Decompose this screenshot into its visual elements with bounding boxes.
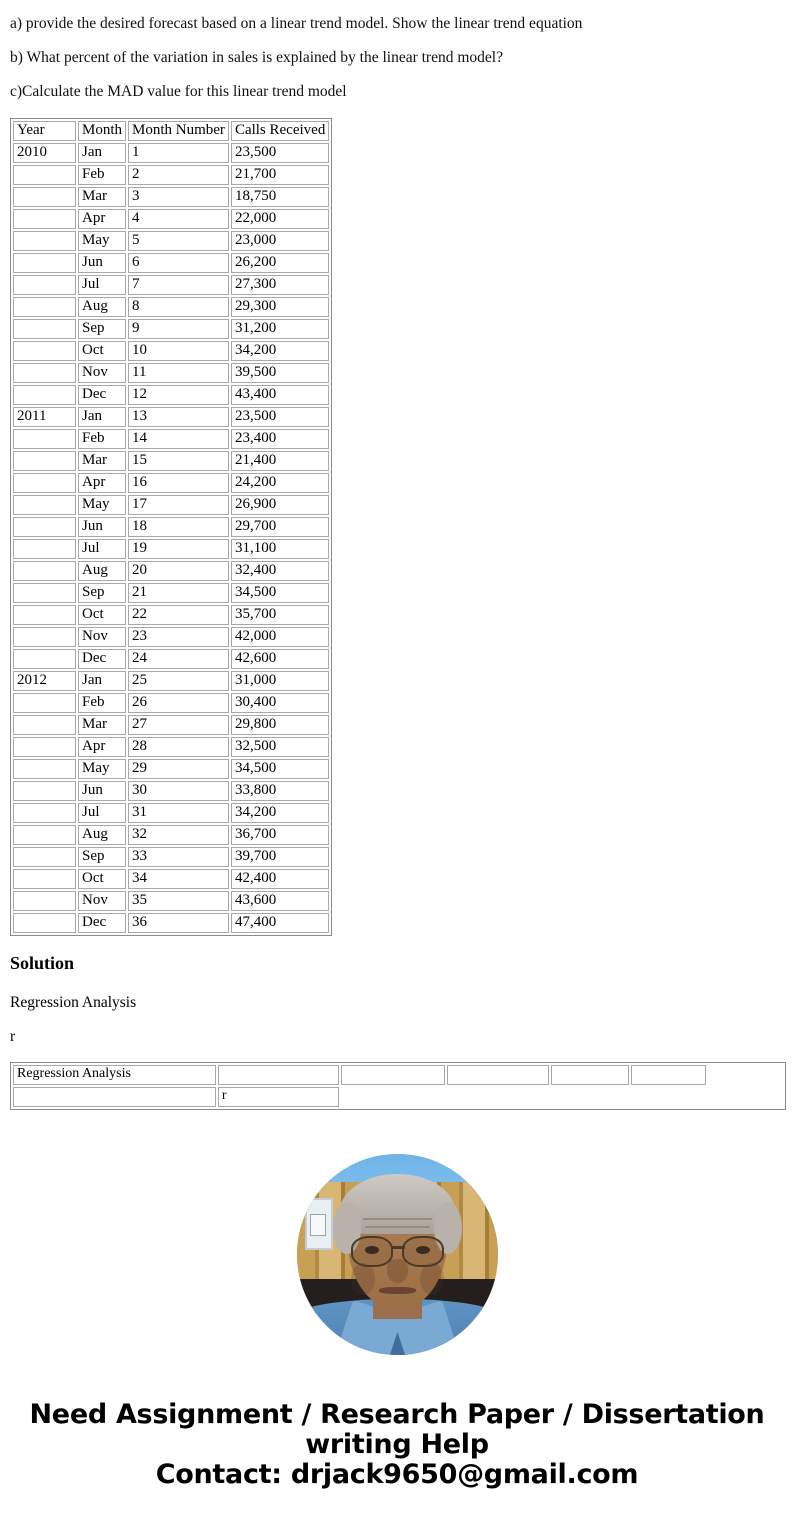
- cell-year: 2011: [13, 407, 76, 427]
- cell-year: [13, 231, 76, 251]
- photo-light-switch: [310, 1214, 326, 1236]
- cell-month-number: 27: [128, 715, 229, 735]
- cell-month: Oct: [78, 605, 126, 625]
- question-b: b) What percent of the variation in sales is explained by the linear trend model?: [10, 49, 503, 66]
- cell-month-number: 12: [128, 385, 229, 405]
- cell-month-number: 9: [128, 319, 229, 339]
- cell-month-number: 36: [128, 913, 229, 933]
- cell-month-number: 33: [128, 847, 229, 867]
- cell-calls-received: 27,300: [231, 275, 329, 295]
- regression-cell-r1c3: [341, 1065, 445, 1085]
- cell-calls-received: 33,800: [231, 781, 329, 801]
- cell-month-number: 8: [128, 297, 229, 317]
- r-label: r: [10, 1028, 16, 1045]
- cell-calls-received: 36,700: [231, 825, 329, 845]
- cell-year: [13, 297, 76, 317]
- cell-month: Jan: [78, 143, 126, 163]
- table-row: [13, 737, 329, 757]
- cell-calls-received: 29,300: [231, 297, 329, 317]
- calls-data-table-wrapper: [10, 118, 332, 936]
- cell-calls-received: 31,200: [231, 319, 329, 339]
- cell-month-number: 10: [128, 341, 229, 361]
- photo-mouth: [379, 1287, 415, 1294]
- cell-year: [13, 473, 76, 493]
- cell-year: [13, 869, 76, 889]
- column-header-year: Year: [13, 121, 76, 141]
- cell-month: Sep: [78, 847, 126, 867]
- cell-calls-received: 31,000: [231, 671, 329, 691]
- cell-year: [13, 715, 76, 735]
- cell-month-number: 24: [128, 649, 229, 669]
- cell-year: [13, 495, 76, 515]
- cell-calls-received: 23,000: [231, 231, 329, 251]
- column-header-month-number: Month Number: [128, 121, 229, 141]
- table-row: [13, 913, 329, 933]
- photo-eyeglass-bridge: [392, 1246, 404, 1249]
- cell-year: [13, 187, 76, 207]
- table-row: [13, 187, 329, 207]
- regression-cell-r2c3: [341, 1087, 445, 1107]
- cell-month-number: 4: [128, 209, 229, 229]
- table-row: [13, 517, 329, 537]
- solution-heading: Solution: [10, 953, 75, 973]
- cell-year: [13, 737, 76, 757]
- cell-month-number: 6: [128, 253, 229, 273]
- cell-month-number: 19: [128, 539, 229, 559]
- cell-month-number: 23: [128, 627, 229, 647]
- promo-line-3: Contact: drjack9650@gmail.com: [155, 1459, 639, 1491]
- cell-calls-received: 26,900: [231, 495, 329, 515]
- cell-month: Mar: [78, 715, 126, 735]
- cell-year: [13, 363, 76, 383]
- table-row: [13, 385, 329, 405]
- cell-calls-received: 23,400: [231, 429, 329, 449]
- cell-year: [13, 781, 76, 801]
- cell-month: Aug: [78, 297, 126, 317]
- cell-month: Mar: [78, 187, 126, 207]
- photo-cheek-shadow-left: [351, 1263, 375, 1295]
- cell-calls-received: 34,500: [231, 759, 329, 779]
- table-row: [13, 605, 329, 625]
- table-row: [13, 209, 329, 229]
- table-row: [13, 715, 329, 735]
- regression-cell-r1c2: [218, 1065, 339, 1085]
- cell-calls-received: 47,400: [231, 913, 329, 933]
- photo-nose: [387, 1259, 407, 1283]
- regression-cell-r-value: r: [218, 1087, 339, 1107]
- table-row: [13, 165, 329, 185]
- cell-year: [13, 627, 76, 647]
- cell-month: May: [78, 495, 126, 515]
- cell-year: [13, 891, 76, 911]
- cell-month-number: 18: [128, 517, 229, 537]
- table-row: [13, 847, 329, 867]
- cell-month-number: 26: [128, 693, 229, 713]
- table-row: [13, 671, 329, 691]
- cell-month-number: 25: [128, 671, 229, 691]
- cell-month: Jan: [78, 671, 126, 691]
- cell-month-number: 31: [128, 803, 229, 823]
- cell-month: Feb: [78, 429, 126, 449]
- cell-month: Jul: [78, 539, 126, 559]
- regression-analysis-label: Regression Analysis: [10, 994, 137, 1011]
- cell-month: Nov: [78, 891, 126, 911]
- cell-month-number: 7: [128, 275, 229, 295]
- table-row: [13, 539, 329, 559]
- cell-month: May: [78, 231, 126, 251]
- cell-month: Dec: [78, 385, 126, 405]
- cell-calls-received: 21,400: [231, 451, 329, 471]
- cell-month: Jun: [78, 781, 126, 801]
- cell-calls-received: 43,600: [231, 891, 329, 911]
- cell-year: [13, 649, 76, 669]
- cell-month-number: 5: [128, 231, 229, 251]
- cell-year: [13, 341, 76, 361]
- table-row: [13, 891, 329, 911]
- cell-calls-received: 31,100: [231, 539, 329, 559]
- cell-year: 2010: [13, 143, 76, 163]
- cell-month-number: 28: [128, 737, 229, 757]
- cell-month-number: 32: [128, 825, 229, 845]
- cell-calls-received: 35,700: [231, 605, 329, 625]
- profile-photo-wrapper: [297, 1154, 498, 1355]
- cell-calls-received: 34,200: [231, 803, 329, 823]
- cell-month-number: 30: [128, 781, 229, 801]
- table-row: [13, 693, 329, 713]
- cell-month-number: 2: [128, 165, 229, 185]
- regression-row-1: [13, 1065, 783, 1085]
- photo-eyeglass-right: [402, 1236, 444, 1266]
- table-header-row: [13, 121, 329, 141]
- cell-month: Mar: [78, 451, 126, 471]
- regression-cell-r1c4: [447, 1065, 550, 1085]
- cell-year: [13, 275, 76, 295]
- cell-month: Apr: [78, 737, 126, 757]
- column-header-calls: Calls Received: [231, 121, 329, 141]
- cell-calls-received: 26,200: [231, 253, 329, 273]
- cell-year: [13, 429, 76, 449]
- cell-month: Nov: [78, 627, 126, 647]
- cell-year: [13, 913, 76, 933]
- table-row: [13, 561, 329, 581]
- cell-month: Sep: [78, 583, 126, 603]
- cell-calls-received: 32,500: [231, 737, 329, 757]
- table-row: [13, 781, 329, 801]
- cell-calls-received: 24,200: [231, 473, 329, 493]
- cell-calls-received: 29,700: [231, 517, 329, 537]
- regression-output-table: [10, 1062, 786, 1110]
- cell-month-number: 35: [128, 891, 229, 911]
- cell-year: [13, 605, 76, 625]
- cell-calls-received: 39,700: [231, 847, 329, 867]
- photo-forehead-line-1: [363, 1218, 431, 1220]
- column-header-month: Month: [78, 121, 126, 141]
- cell-month: Apr: [78, 209, 126, 229]
- cell-year: [13, 385, 76, 405]
- cell-calls-received: 42,000: [231, 627, 329, 647]
- regression-table-wrapper: [10, 1062, 786, 1110]
- cell-calls-received: 39,500: [231, 363, 329, 383]
- question-a: a) provide the desired forecast based on a linear trend model. Show the linear trend equation: [10, 15, 583, 32]
- cell-month-number: 14: [128, 429, 229, 449]
- regression-cell-r1c7: [708, 1065, 783, 1085]
- cell-month-number: 15: [128, 451, 229, 471]
- table-row: [13, 451, 329, 471]
- table-row: [13, 429, 329, 449]
- cell-month-number: 13: [128, 407, 229, 427]
- cell-year: [13, 209, 76, 229]
- table-row: [13, 341, 329, 361]
- cell-month-number: 17: [128, 495, 229, 515]
- cell-month: Jun: [78, 253, 126, 273]
- regression-cell-r1c6: [631, 1065, 706, 1085]
- regression-cell-r2c4: [447, 1087, 550, 1107]
- cell-year: [13, 693, 76, 713]
- cell-month: Dec: [78, 649, 126, 669]
- cell-year: [13, 253, 76, 273]
- cell-calls-received: 18,750: [231, 187, 329, 207]
- cell-month-number: 11: [128, 363, 229, 383]
- cell-month: Aug: [78, 561, 126, 581]
- cell-month-number: 21: [128, 583, 229, 603]
- cell-calls-received: 34,200: [231, 341, 329, 361]
- table-row: [13, 869, 329, 889]
- cell-calls-received: 42,400: [231, 869, 329, 889]
- cell-year: [13, 847, 76, 867]
- table-row: [13, 363, 329, 383]
- cell-year: [13, 825, 76, 845]
- cell-month-number: 29: [128, 759, 229, 779]
- cell-month: Apr: [78, 473, 126, 493]
- table-row: [13, 253, 329, 273]
- question-c: c)Calculate the MAD value for this linear trend model: [10, 83, 347, 100]
- cell-month: Dec: [78, 913, 126, 933]
- regression-cell-r2c7: [708, 1087, 783, 1107]
- cell-month: Sep: [78, 319, 126, 339]
- cell-month: Feb: [78, 165, 126, 185]
- calls-data-table-body: [13, 143, 329, 933]
- cell-month-number: 22: [128, 605, 229, 625]
- table-row: [13, 759, 329, 779]
- table-row: [13, 407, 329, 427]
- cell-year: [13, 561, 76, 581]
- profile-photo: [297, 1154, 498, 1355]
- cell-calls-received: 30,400: [231, 693, 329, 713]
- cell-year: [13, 803, 76, 823]
- cell-month-number: 16: [128, 473, 229, 493]
- photo-eyeglass-left: [351, 1236, 393, 1266]
- cell-month: Jun: [78, 517, 126, 537]
- cell-month-number: 34: [128, 869, 229, 889]
- cell-month-number: 20: [128, 561, 229, 581]
- table-row: [13, 495, 329, 515]
- cell-calls-received: 21,700: [231, 165, 329, 185]
- promo-line-2: writing Help: [305, 1429, 489, 1461]
- table-row: [13, 319, 329, 339]
- cell-calls-received: 29,800: [231, 715, 329, 735]
- promo-banner: [0, 1400, 794, 1491]
- cell-year: [13, 539, 76, 559]
- regression-cell-title: Regression Analysis: [13, 1065, 216, 1085]
- table-row: [13, 231, 329, 251]
- table-row: [13, 275, 329, 295]
- cell-month-number: 1: [128, 143, 229, 163]
- promo-line-1: Need Assignment / Research Paper / Dissertation: [29, 1399, 765, 1430]
- cell-month: May: [78, 759, 126, 779]
- cell-month: Jul: [78, 275, 126, 295]
- cell-month: Feb: [78, 693, 126, 713]
- calls-data-table: [10, 118, 332, 936]
- cell-year: [13, 517, 76, 537]
- cell-calls-received: 23,500: [231, 407, 329, 427]
- cell-calls-received: 34,500: [231, 583, 329, 603]
- cell-month: Aug: [78, 825, 126, 845]
- cell-calls-received: 43,400: [231, 385, 329, 405]
- table-row: [13, 143, 329, 163]
- cell-calls-received: 22,000: [231, 209, 329, 229]
- table-row: [13, 803, 329, 823]
- table-row: [13, 627, 329, 647]
- cell-month-number: 3: [128, 187, 229, 207]
- table-row: [13, 649, 329, 669]
- regression-cell-r2c1: [13, 1087, 216, 1107]
- cell-month: Nov: [78, 363, 126, 383]
- cell-year: [13, 583, 76, 603]
- cell-month: Jul: [78, 803, 126, 823]
- cell-calls-received: 23,500: [231, 143, 329, 163]
- table-row: [13, 825, 329, 845]
- cell-year: [13, 451, 76, 471]
- regression-cell-r2c5: [551, 1087, 629, 1107]
- cell-year: 2012: [13, 671, 76, 691]
- regression-cell-r2c6: [631, 1087, 706, 1107]
- cell-month: Oct: [78, 341, 126, 361]
- cell-calls-received: 32,400: [231, 561, 329, 581]
- photo-cheek-shadow-right: [420, 1263, 444, 1295]
- cell-calls-received: 42,600: [231, 649, 329, 669]
- cell-year: [13, 319, 76, 339]
- regression-cell-r1c5: [551, 1065, 629, 1085]
- regression-row-2: [13, 1087, 783, 1107]
- cell-month: Oct: [78, 869, 126, 889]
- cell-year: [13, 165, 76, 185]
- table-row: [13, 473, 329, 493]
- cell-month: Jan: [78, 407, 126, 427]
- cell-year: [13, 759, 76, 779]
- table-row: [13, 583, 329, 603]
- table-row: [13, 297, 329, 317]
